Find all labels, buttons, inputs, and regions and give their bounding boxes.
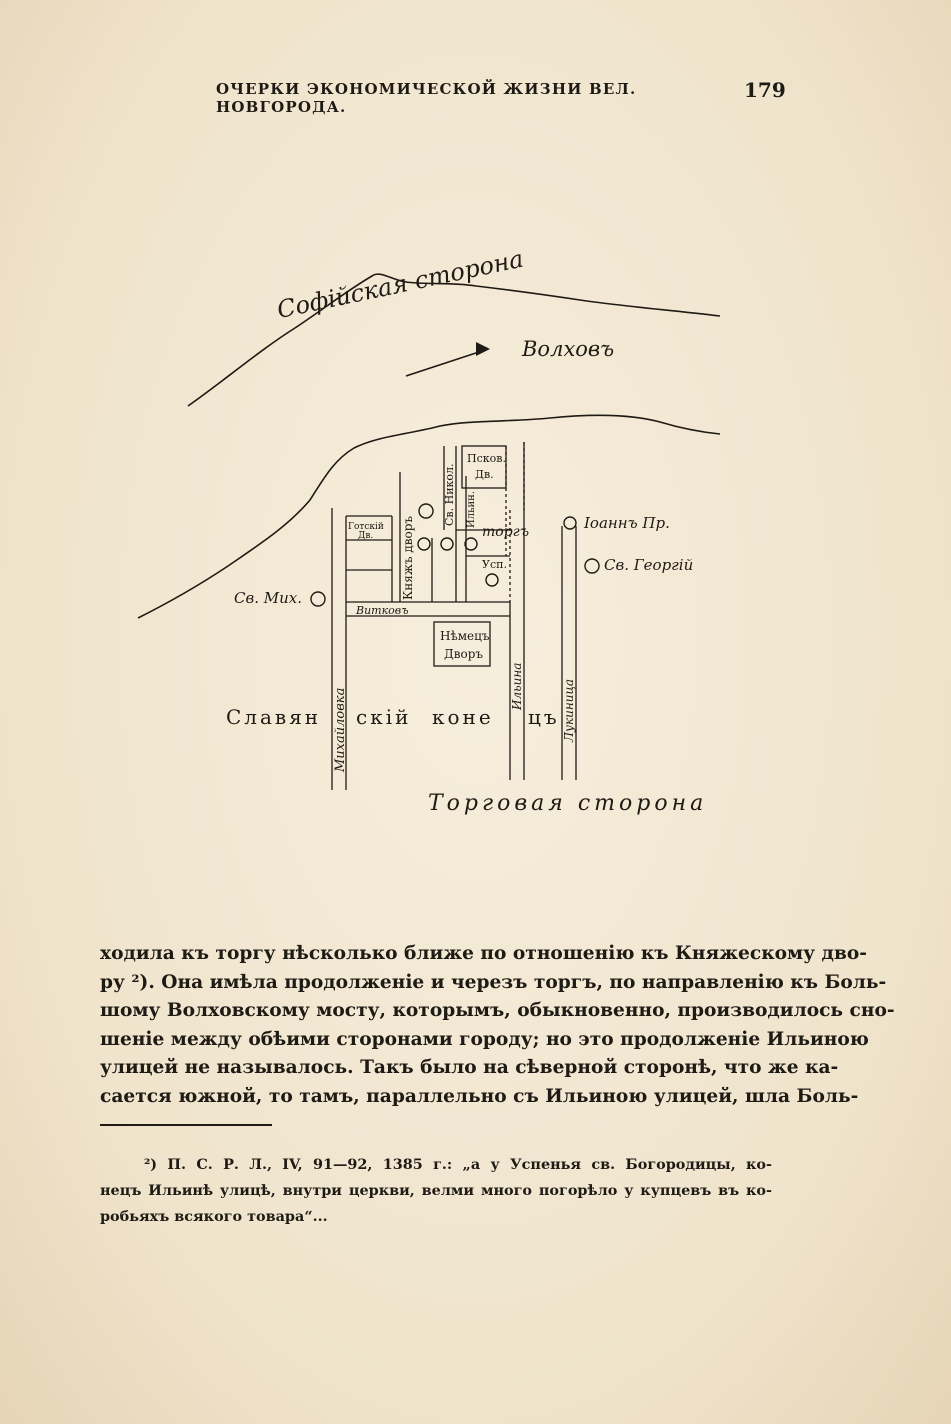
- church-ioann-icon: [564, 517, 576, 529]
- label-mikhaylovka: Михайловка: [333, 687, 348, 772]
- church-knyazh-icon: [419, 504, 433, 518]
- label-st-georgiy: Св. Георгій: [604, 556, 694, 574]
- label-slavyansky-4: цъ: [528, 705, 560, 729]
- label-slavyansky-1: Славян: [226, 705, 322, 729]
- label-gotsky-dv-1: Готскій: [348, 522, 384, 532]
- footnote-rule: [100, 1124, 272, 1126]
- page-number: 179: [744, 78, 786, 102]
- church-georgiy-icon: [585, 559, 599, 573]
- label-st-mikh: Св. Мих.: [234, 589, 302, 607]
- label-volkhov: Волховъ: [522, 337, 615, 361]
- label-nemets-dvor-2: Дворъ: [444, 647, 484, 661]
- arrow-head: [476, 342, 490, 356]
- running-title: ОЧЕРКИ ЭКОНОМИЧЕСКОЙ ЖИЗНИ ВЕЛ. НОВГОРОДА.: [216, 80, 637, 116]
- body-line: шому Волховскому мосту, которымъ, обыкновенно, производилось сно-: [100, 1000, 895, 1022]
- footnote-line: ²) П. С. Р. Л., IV, 91—92, 1385 г.: „а у Успенья св. Богородицы, ко-: [144, 1156, 772, 1173]
- label-gotsky-dv-2: Дв.: [358, 531, 374, 541]
- church-ilyin-icon: [441, 538, 453, 550]
- church-st-mikh-icon: [311, 592, 325, 606]
- river-flow-arrow: [406, 350, 485, 376]
- label-slavyansky-3: коне: [432, 705, 494, 729]
- city-map: [110, 210, 730, 830]
- label-lukinitsa: Лукиница: [562, 678, 576, 742]
- label-ilyina: Ильина: [510, 662, 524, 710]
- label-torgovaya-side: Торговая сторона: [428, 791, 708, 816]
- footnote-line: робьяхъ всякого товара“...: [100, 1208, 328, 1225]
- church-nikol-icon: [465, 538, 477, 550]
- label-st-nikol: Св. Никол.: [443, 463, 456, 526]
- body-line: ру ²). Она имѣла продолженіе и черезъ торгъ, по направленію къ Боль-: [100, 971, 887, 993]
- body-text: [100, 940, 895, 1112]
- label-ioann-pr: Іоаннъ Пр.: [584, 514, 670, 532]
- label-knyazh-dvor: Княжъ дворъ: [401, 515, 415, 600]
- body-line: шеніе между обѣими сторонами городу; но это продолженіе Ильиною: [100, 1028, 869, 1050]
- label-ilyin: Ильин.: [466, 490, 477, 528]
- footnote: [100, 1152, 772, 1230]
- body-line: улицей не называлось. Такъ было на сѣверной сторонѣ, что же ка-: [100, 1057, 839, 1079]
- label-slavyansky-2: скій: [356, 705, 412, 729]
- river-bank-upper: [188, 274, 720, 406]
- label-sofia-side: Софійская сторона: [274, 244, 526, 325]
- label-usp: Усп.: [482, 558, 507, 571]
- label-nemets-dvor-1: Нѣмецъ: [440, 629, 490, 643]
- label-pskov-dv-2: Дв.: [475, 468, 494, 481]
- church-knyazh2-icon: [418, 538, 430, 550]
- label-torg: торгъ: [482, 524, 530, 540]
- label-vitkov: Витковъ: [356, 604, 409, 617]
- body-line: сается южной, то тамъ, параллельно съ Ильиною улицей, шла Боль-: [100, 1085, 859, 1107]
- footnote-line: нецъ Ильинѣ улицѣ, внутри церкви, велми много погорѣло у купцевъ въ ко-: [100, 1182, 772, 1199]
- body-line: ходила къ торгу нѣсколько ближе по отношенію къ Княжескому дво-: [100, 943, 867, 964]
- church-usp-icon: [486, 574, 498, 586]
- label-pskov-dv-1: Псков.: [467, 452, 506, 465]
